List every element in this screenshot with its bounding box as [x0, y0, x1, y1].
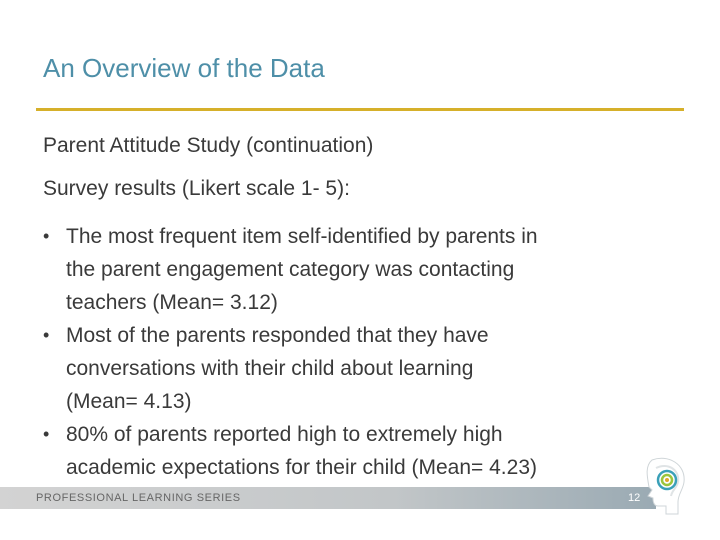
footer-series-label: PROFESSIONAL LEARNING SERIES	[36, 492, 241, 504]
bullet-line: Most of the parents responded that they have	[66, 324, 489, 347]
head-profile-logo-icon	[638, 456, 690, 516]
list-item	[43, 220, 663, 319]
title-divider	[36, 108, 684, 111]
page-number: 12	[628, 492, 641, 504]
bullet-marker: •	[43, 424, 50, 444]
slide-title: An Overview of the Data	[43, 53, 325, 83]
study-heading: Parent Attitude Study (continuation)	[43, 134, 374, 157]
survey-heading: Survey results (Likert scale 1- 5):	[43, 177, 350, 200]
bullet-marker: •	[43, 226, 50, 246]
list-item	[43, 418, 663, 484]
bullet-line: The most frequent item self-identified by parents in	[66, 225, 538, 248]
bullet-line: (Mean= 4.13)	[66, 390, 192, 413]
bullet-line: conversations with their child about learning	[66, 357, 474, 380]
bullet-line: the parent engagement category was contacting	[66, 258, 515, 281]
bullet-marker: •	[43, 325, 50, 345]
list-item	[43, 319, 663, 418]
bullet-line: teachers (Mean= 3.12)	[66, 291, 278, 314]
results-list	[43, 220, 663, 484]
bullet-line: 80% of parents reported high to extremely high	[66, 423, 503, 446]
bullet-line: academic expectations for their child (Mean= 4.23)	[66, 456, 537, 479]
